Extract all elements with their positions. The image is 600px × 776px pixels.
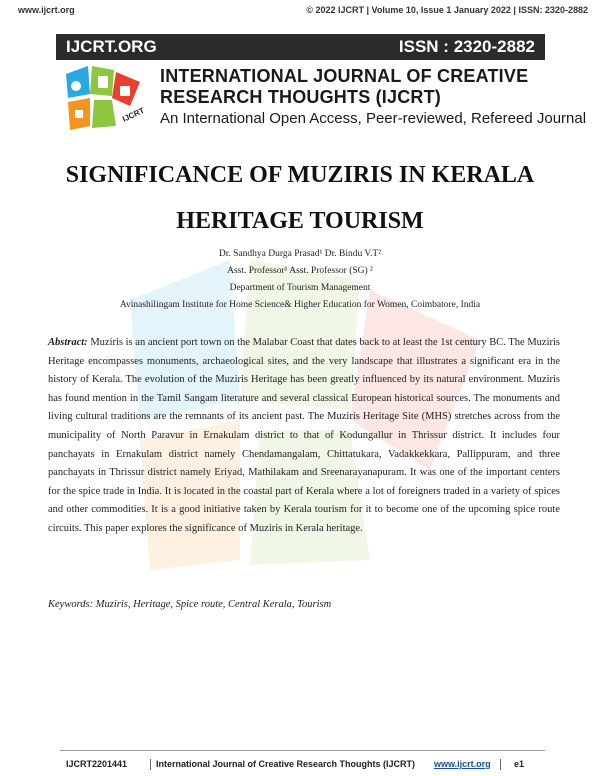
author-block bbox=[0, 246, 600, 314]
footer-divider bbox=[150, 759, 151, 770]
journal-subtitle: An International Open Access, Peer-reviewed, Refereed Journal bbox=[160, 110, 587, 127]
ijcrt-logo bbox=[60, 64, 154, 134]
footer-divider bbox=[500, 759, 501, 770]
author-department: Department of Tourism Management bbox=[229, 283, 371, 293]
page-footer bbox=[60, 750, 545, 771]
journal-banner bbox=[56, 34, 545, 60]
journal-title bbox=[160, 66, 528, 108]
paper-title bbox=[0, 152, 600, 244]
running-header bbox=[0, 0, 600, 20]
footer-url-link[interactable]: www.ijcrt.org bbox=[434, 759, 491, 769]
header-site: www.ijcrt.org bbox=[18, 5, 75, 15]
author-names: Dr. Sandhya Durga Prasad¹ Dr. Bindu V.T² bbox=[218, 249, 382, 259]
header-citation: © 2022 IJCRT | Volume 10, Issue 1 January 2022 | ISSN: 2320-2882 bbox=[306, 5, 588, 15]
keywords: Keywords: Muziris, Heritage, Spice route, Central Kerala, Tourism bbox=[48, 599, 332, 610]
banner-issn: ISSN : 2320-2882 bbox=[398, 37, 535, 56]
abstract-label: Abstract: bbox=[48, 337, 88, 348]
paper-title-line2: HERITAGE TOURISM bbox=[176, 208, 424, 234]
author-positions: Asst. Professor¹ Asst. Professor (SG) ² bbox=[227, 266, 373, 276]
abstract bbox=[48, 334, 560, 539]
logo-text: IJCRT bbox=[121, 105, 146, 124]
journal-title-line1: INTERNATIONAL JOURNAL OF CREATIVE bbox=[160, 66, 529, 86]
footer-page-number: e1 bbox=[514, 759, 525, 769]
footer-paper-id: IJCRT2201441 bbox=[66, 759, 128, 769]
author-institution: Avinashilingam Institute for Home Science& Higher Education for Women, Coimbatore, India bbox=[119, 300, 481, 310]
paper-title-line1: SIGNIFICANCE OF MUZIRIS IN KERALA bbox=[65, 162, 535, 188]
journal-title-line2: RESEARCH THOUGHTS (IJCRT) bbox=[160, 87, 442, 107]
abstract-text: Muziris is an ancient port town on the Malabar Coast that dates back to at least the 1st century BC. The Muziris Heritage encompasses monuments, archaeological sites, and the very landscape that illustrates a significant era in the history of Kerala. The evolution of the Muziris Heritage has been greatly influenced by its natural environment. Muziris has found mention in the Tamil Sangam literature and several classical European historical sources. The monuments and living cultural traditions are the remnants of its ancient past. The Muziris Heritage Site (MHS) stretches across from the municipality of North Paravur in Ernakulam district to that of Kodungallur in Thrissur district. It includes four panchayats in Ernakulam district namely Chendamangalam, Chittatukara, Vadakkekkara, Pallippuram, and three panchayats in Thrissur district namely Eriyad, Mathilakam and Sreenarayanapuram. It was one of the important centers for the spice trade in India. It is located in the coastal part of Kerala where a lot of foreigners traded in a variety of spices and other commodities. It is a good initiative taken by Kerala tourism for it to become one of the upcoming spice route circuits. This paper explores the significance of Muziris in Kerala heritage. bbox=[48, 337, 561, 534]
banner-org: IJCRT.ORG bbox=[66, 37, 157, 56]
footer-journal-name: International Journal of Creative Research Thoughts (IJCRT) bbox=[156, 759, 416, 769]
